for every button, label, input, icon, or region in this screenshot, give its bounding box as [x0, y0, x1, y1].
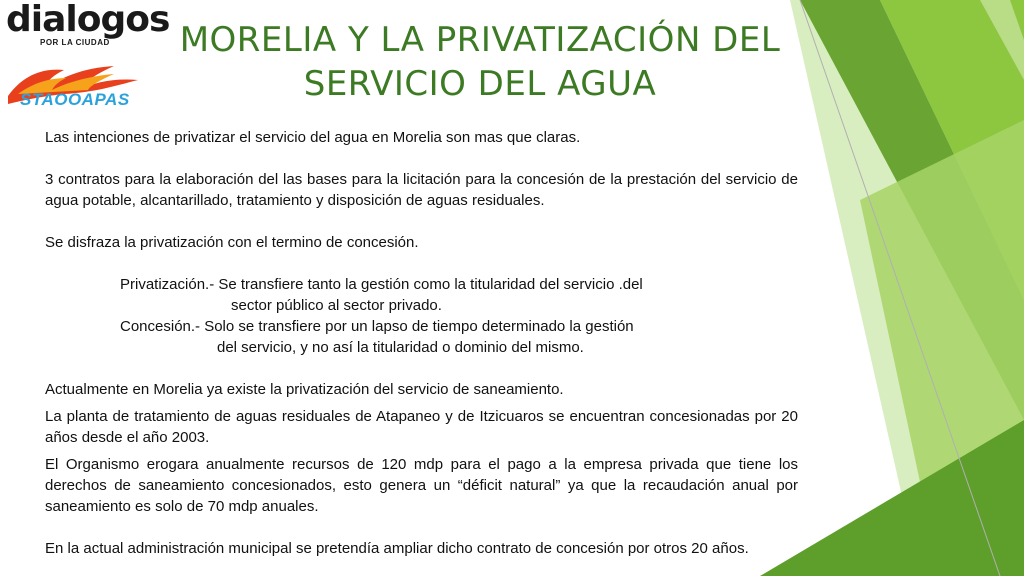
- title-line-2: SERVICIO DEL AGUA: [303, 64, 657, 104]
- stadoapas-logo: [4, 56, 140, 122]
- title-line-1: MORELIA Y LA PRIVATIZACIÓN DEL: [179, 20, 781, 60]
- slide-body: [45, 127, 798, 559]
- page-title: [150, 18, 810, 106]
- paragraph-current: Actualmente en Morelia ya existe la privatización del servicio de saneamiento.: [45, 381, 564, 398]
- stadoapas-logo-text: STAOOAPAS: [20, 90, 130, 109]
- dialogos-logo-subtitle: POR LA CIUDAD: [40, 38, 110, 47]
- definition-privatization-line-1: Privatización.- Se transfiere tanto la gestión como la titularidad del servicio .del: [120, 276, 643, 293]
- definition-concession-line-1: Concesión.- Solo se transfiere por un lapso de tiempo determinado la gestión: [120, 318, 634, 335]
- definition-concession-line-2: del servicio, y no así la titularidad o dominio del mismo.: [217, 339, 584, 356]
- paragraph-disguise: Se disfraza la privatización con el termino de concesión.: [45, 234, 419, 251]
- paragraph-plants: La planta de tratamiento de aguas residuales de Atapaneo y de Itzicuaros se encuentran concesionadas por 20 años desde el año 2003.: [45, 408, 798, 446]
- paragraph-extension: En la actual administración municipal se pretendía ampliar dicho contrato de concesión por otros 20 años.: [45, 540, 749, 557]
- dialogos-logo-text: dialogos: [6, 0, 170, 40]
- flame-icon: [4, 56, 140, 122]
- paragraph-contracts: 3 contratos para la elaboración del las bases para la licitación para la concesión de la prestación del servicio de agua potable, alcantarillado, tratamiento y disposición de aguas residuales.: [45, 171, 798, 209]
- definition-privatization-line-2: sector público al sector privado.: [231, 297, 442, 314]
- dialogos-logo: [6, 0, 170, 54]
- paragraph-deficit: El Organismo erogara anualmente recursos de 120 mdp para el pago a la empresa privada que tiene los derechos de saneamiento concesionados, esto genera un “déficit natural” ya que la recaudación anual por saneamiento es solo de 70 mdp anuales.: [45, 456, 798, 515]
- paragraph-intro: Las intenciones de privatizar el servicio del agua en Morelia son mas que claras.: [45, 129, 581, 146]
